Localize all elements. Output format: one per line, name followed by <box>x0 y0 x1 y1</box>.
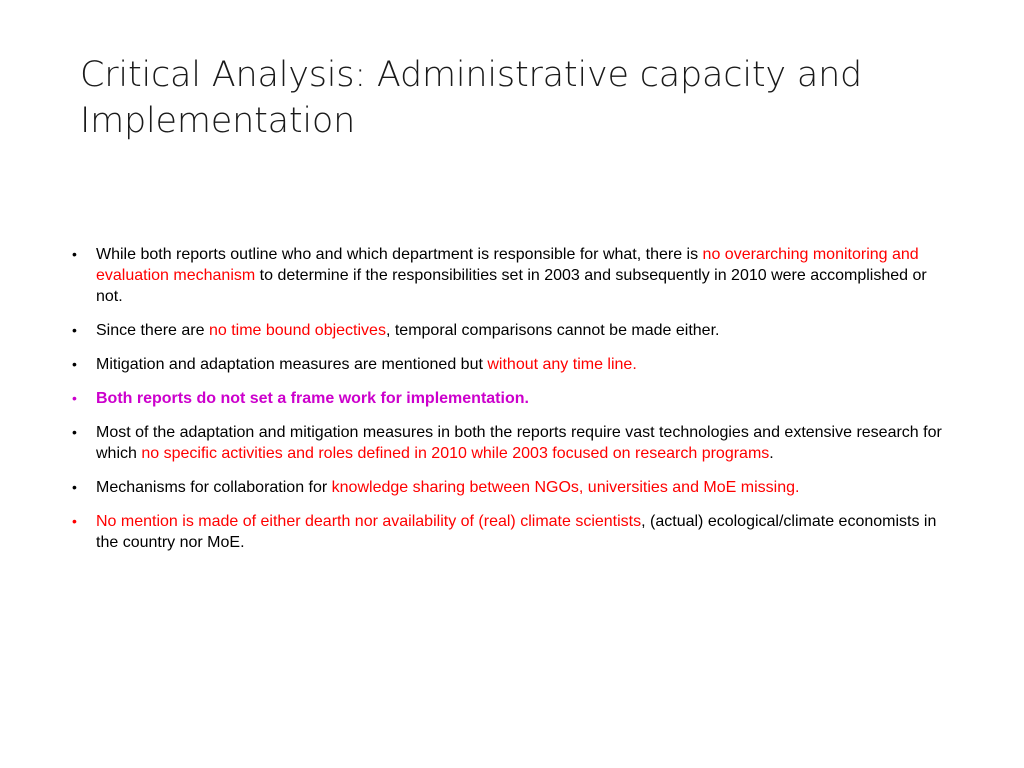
bullet-highlight-6: knowledge sharing between NGOs, universities and MoE missing. <box>331 479 800 496</box>
bullet-text-3a: Mitigation and adaptation measures are mentioned but <box>96 356 488 373</box>
bullet-dot: • <box>72 356 77 372</box>
bullet-text-1a: While both reports outline who and which department is responsible for what, there is <box>96 246 703 263</box>
bullet-item-1 <box>72 244 952 307</box>
bullet-item-6 <box>72 477 952 498</box>
bullet-dot: • <box>72 479 77 495</box>
bullet-highlight-5: no specific activities and roles defined in 2010 while 2003 focused on research programs <box>141 445 770 462</box>
bullet-highlight-7: No mention is made of either dearth nor availability of (real) climate scientists <box>96 513 642 530</box>
bullet-dot: • <box>72 322 77 338</box>
bullet-item-5 <box>72 422 952 464</box>
slide-title: Critical Analysis: Administrative capacity and Implementation <box>80 55 863 141</box>
bullet-text-6a: Mechanisms for collaboration for <box>96 479 332 496</box>
bullet-dot: • <box>72 246 77 262</box>
bullet-dot: • <box>72 513 77 529</box>
bullet-item-2 <box>72 320 952 341</box>
bullet-text-7b: , (actual) ecological/climate economists in the country nor MoE. <box>96 513 937 551</box>
bullet-dot: • <box>72 390 77 406</box>
bullet-item-3 <box>72 354 952 375</box>
bullet-text-2a: Since there are <box>96 322 209 339</box>
bullet-dot: • <box>72 424 77 440</box>
bullet-highlight-3: without any time line. <box>487 356 637 373</box>
bullet-item-4 <box>72 388 952 409</box>
bullet-list <box>72 244 952 566</box>
bullet-text-1b: to determine if the responsibilities set in 2003 and subsequently in 2010 were accomplished or not. <box>96 267 927 305</box>
bullet-item-7 <box>72 511 952 553</box>
bullet-highlight-4: Both reports do not set a frame work for implementation. <box>96 390 529 407</box>
bullet-text-5a: Most of the adaptation and mitigation measures in both the reports require vast technologies and extensive research for which <box>96 424 942 462</box>
bullet-highlight-1: no overarching monitoring and evaluation mechanism <box>96 246 919 284</box>
bullet-text-5b: . <box>769 445 774 462</box>
bullet-highlight-2: no time bound objectives <box>208 322 386 339</box>
bullet-text-2b: , temporal comparisons cannot be made either. <box>385 322 720 339</box>
